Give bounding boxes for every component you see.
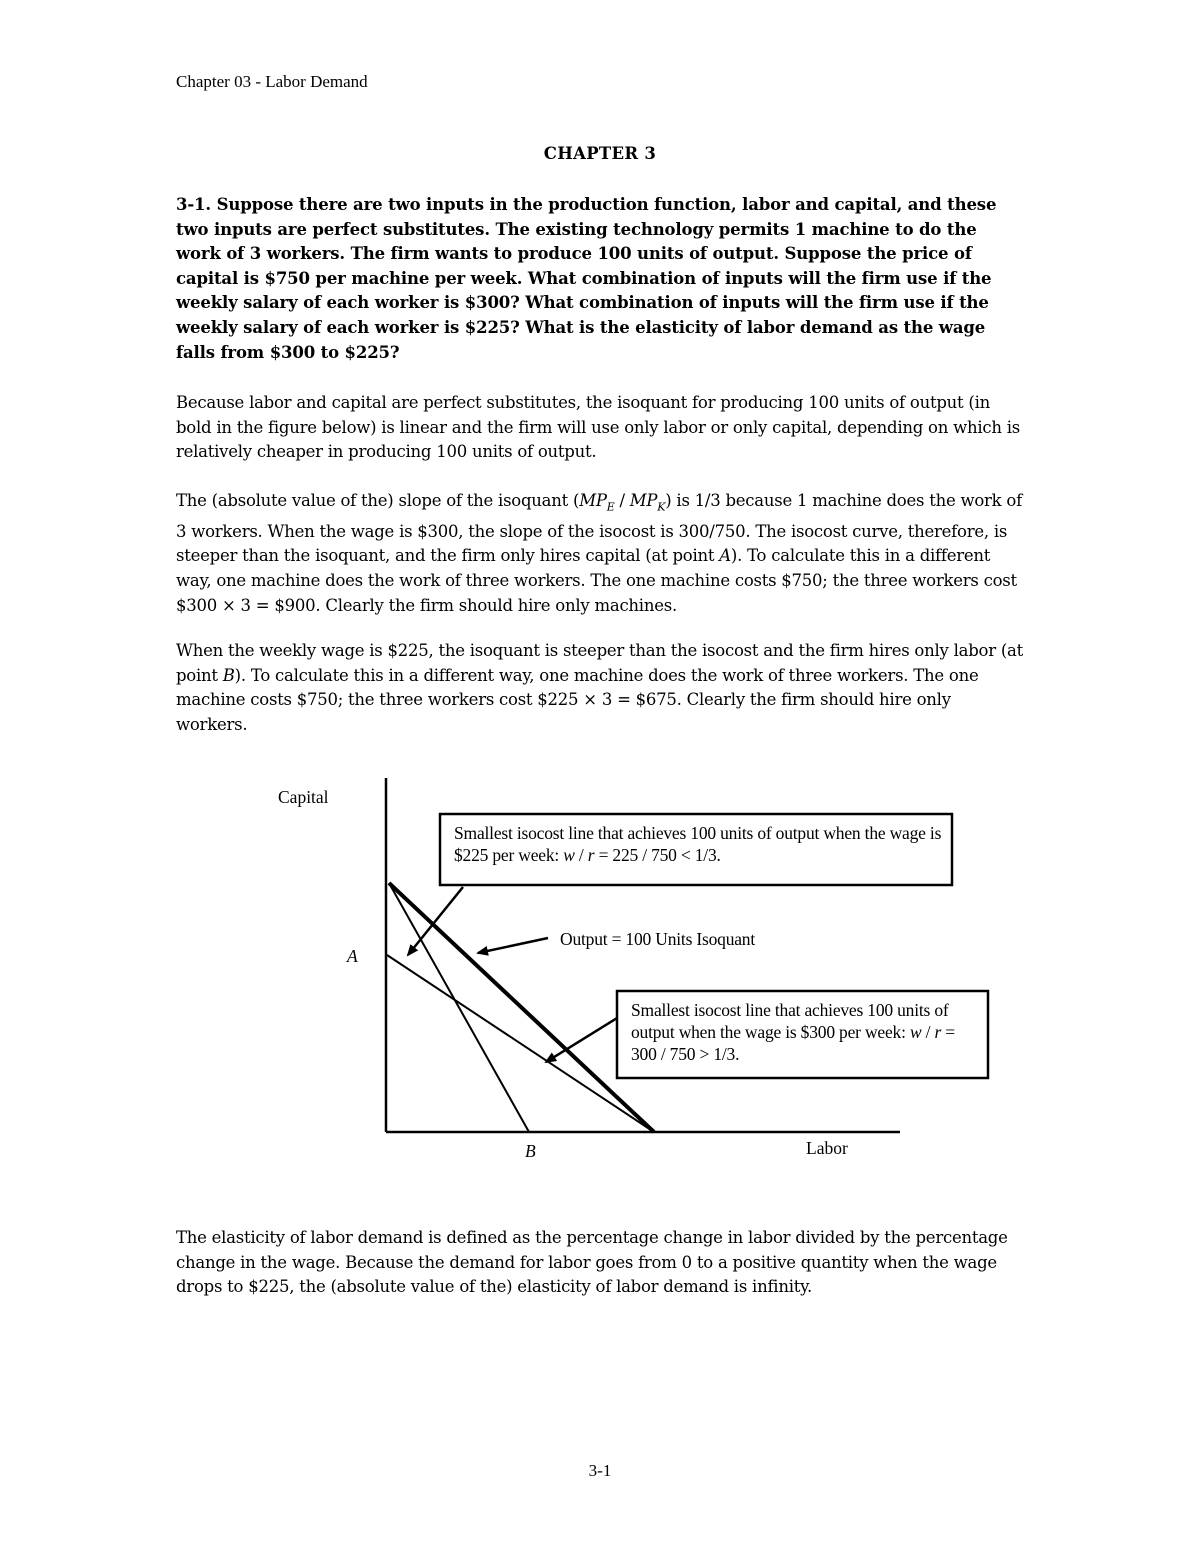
callout-300-text: Smallest isocost line that achieves 100 units of output when the wage is $300 per week: w / r = 300 / 750 > 1/3. — [631, 1000, 955, 1064]
isoquant-label: Output = 100 Units Isoquant — [560, 929, 756, 949]
y-axis-label: Capital — [278, 787, 329, 807]
running-header: Chapter 03 - Labor Demand — [176, 72, 368, 91]
answer-paragraph-3: When the weekly wage is $225, the isoquant is steeper than the isocost and the firm hires only labor (at point B). To calculate this in a different way, one machine does the work of three workers. The one machine costs $750; the three workers cost $225 × 3 = $675. Clearly the firm should hire only workers. — [176, 641, 1023, 734]
page-number: 3-1 — [588, 1461, 612, 1480]
question-text: Suppose there are two inputs in the production function, labor and capital, and these two inputs are perfect substitutes. The existing technology permits 1 machine to do the work of 3 workers. The firm wants to produce 100 units of output. Suppose the price of capital is $750 per machine per week. What combination of inputs will the firm use if the weekly salary of each worker is $300? What combination of inputs will the firm use if the weekly salary of each worker is $225? What is the elasticity of labor demand as the wage falls from $300 to $225? — [176, 195, 997, 362]
x-axis-label: Labor — [806, 1138, 848, 1158]
answer-paragraph-4: The elasticity of labor demand is defined as the percentage change in labor divided by the percentage change in the wage. Because the demand for labor goes from 0 to a positive quantity when the wage drops to $225, the (absolute value of the) elasticity of labor demand is infinity. — [176, 1228, 1008, 1297]
arrow-to-isoquant — [478, 938, 548, 953]
isocost-225-line — [389, 883, 529, 1132]
chapter-title: CHAPTER 3 — [543, 144, 657, 163]
isoquant-line — [389, 883, 654, 1132]
point-b-label: B — [525, 1141, 536, 1161]
answer-paragraph-2: The (absolute value of the) slope of the isoquant $(MP_E / MP_K)$ is 1/3 because 1 machine does the work of 3 workers. When the wage is $300, the slope of the isocost is 300/750. The isocost curve, therefore, is steeper than the isoquant, and the firm only hires capital (at point A). To calculate this in a different way, one machine does the work of three workers. The one machine costs $750; the three workers cost $300 × 3 = $900. Clearly the firm should hire only machines. — [176, 491, 1022, 615]
isocost-300-line — [387, 955, 654, 1132]
point-a-label: A — [347, 946, 358, 966]
question-number: 3-1. — [176, 195, 211, 214]
answer-paragraph-1: Because labor and capital are perfect substitutes, the isoquant for producing 100 units of output (in bold in the figure below) is linear and the firm will use only labor or only capital, depending on which is relatively cheaper in producing 100 units of output. — [176, 393, 1020, 462]
callout-225-text: Smallest isocost line that achieves 100 units of output when the wage is $225 per week: w / r = 225 / 750 < 1/3. — [454, 823, 942, 865]
